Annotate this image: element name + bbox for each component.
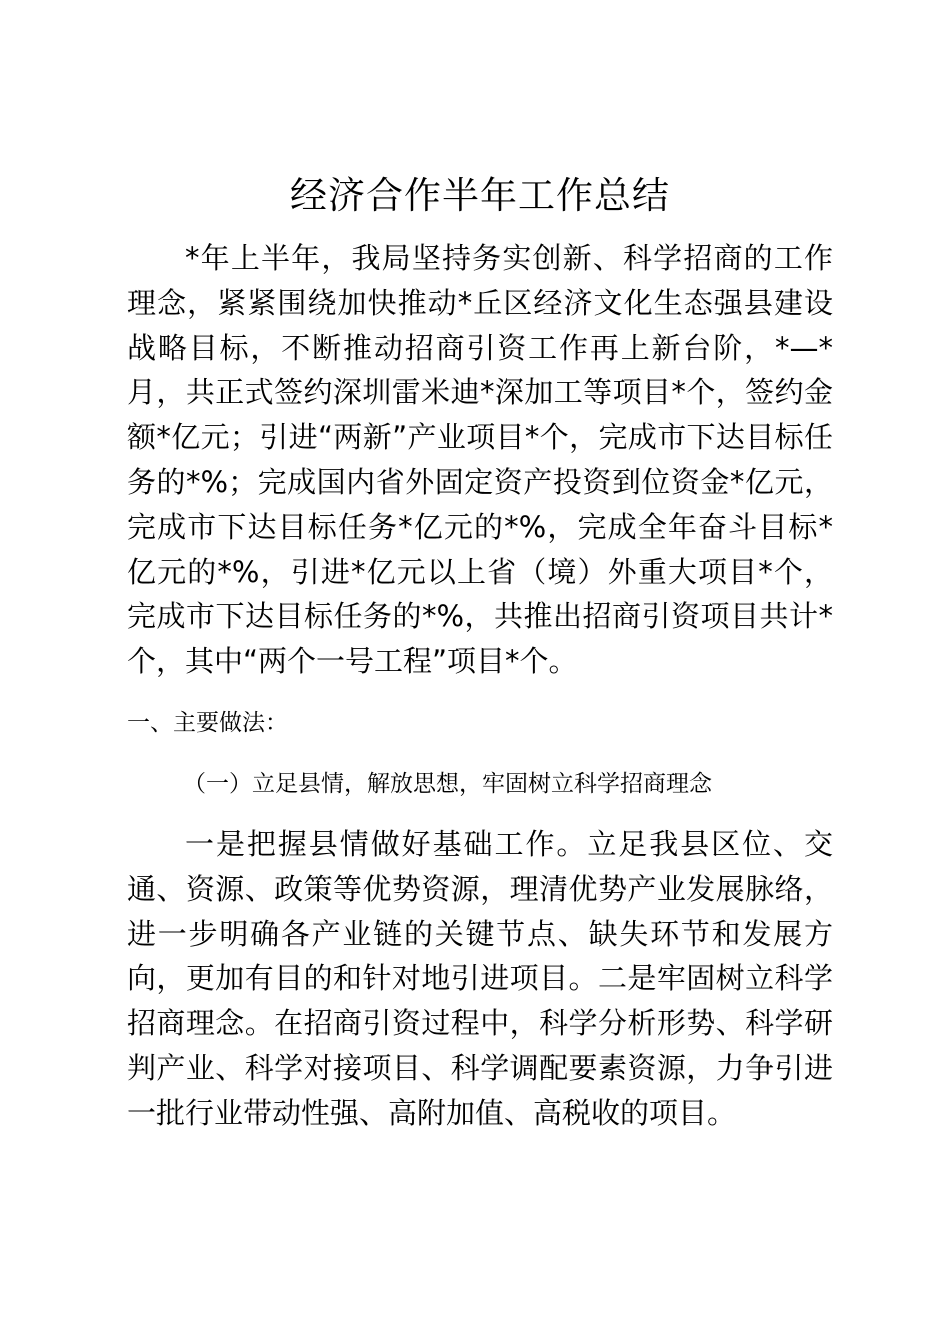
document-title: 经济合作半年工作总结 xyxy=(290,174,670,217)
subsection-heading-1: （一）立足县情，解放思想，牢固树立科学招商理念 xyxy=(183,771,712,797)
intro-paragraph: *年上半年，我局坚持务实创新、科学招商的工作理念，紧紧围绕加快推动*丘区经济文化生态强县建设战略目标，不断推动招商引资工作再上新台阶，*—*月，共正式签约深圳雷米迪*深加工等项目*个，签约金额*亿元；引进“两新”产业项目*个，完成市下达目标任务的*%；完成国内省外固定资产投资到位资金*亿元，完成市下达目标任务*亿元的*%，完成全年奋斗目标*亿元的*%，引进*亿元以上省（境）外重大项目*个，完成市下达目标任务的*%，共推出招商引资项目共计*个，其中“两个一号工程”项目*个。 xyxy=(127,241,833,679)
section-heading-main-practices: 一、主要做法： xyxy=(127,710,288,736)
subsection-1-paragraph: 一是把握县情做好基础工作。立足我县区位、交通、资源、政策等优势资源，理清优势产业发展脉络，进一步明确各产业链的关键节点、缺失环节和发展方向，更加有目的和针对地引进项目。二是牢固树立科学招商理念。在招商引资过程中，科学分析形势、科学研判产业、科学对接项目、科学调配要素资源，力争引进一批行业带动性强、高附加值、高税收的项目。 xyxy=(127,827,833,1130)
